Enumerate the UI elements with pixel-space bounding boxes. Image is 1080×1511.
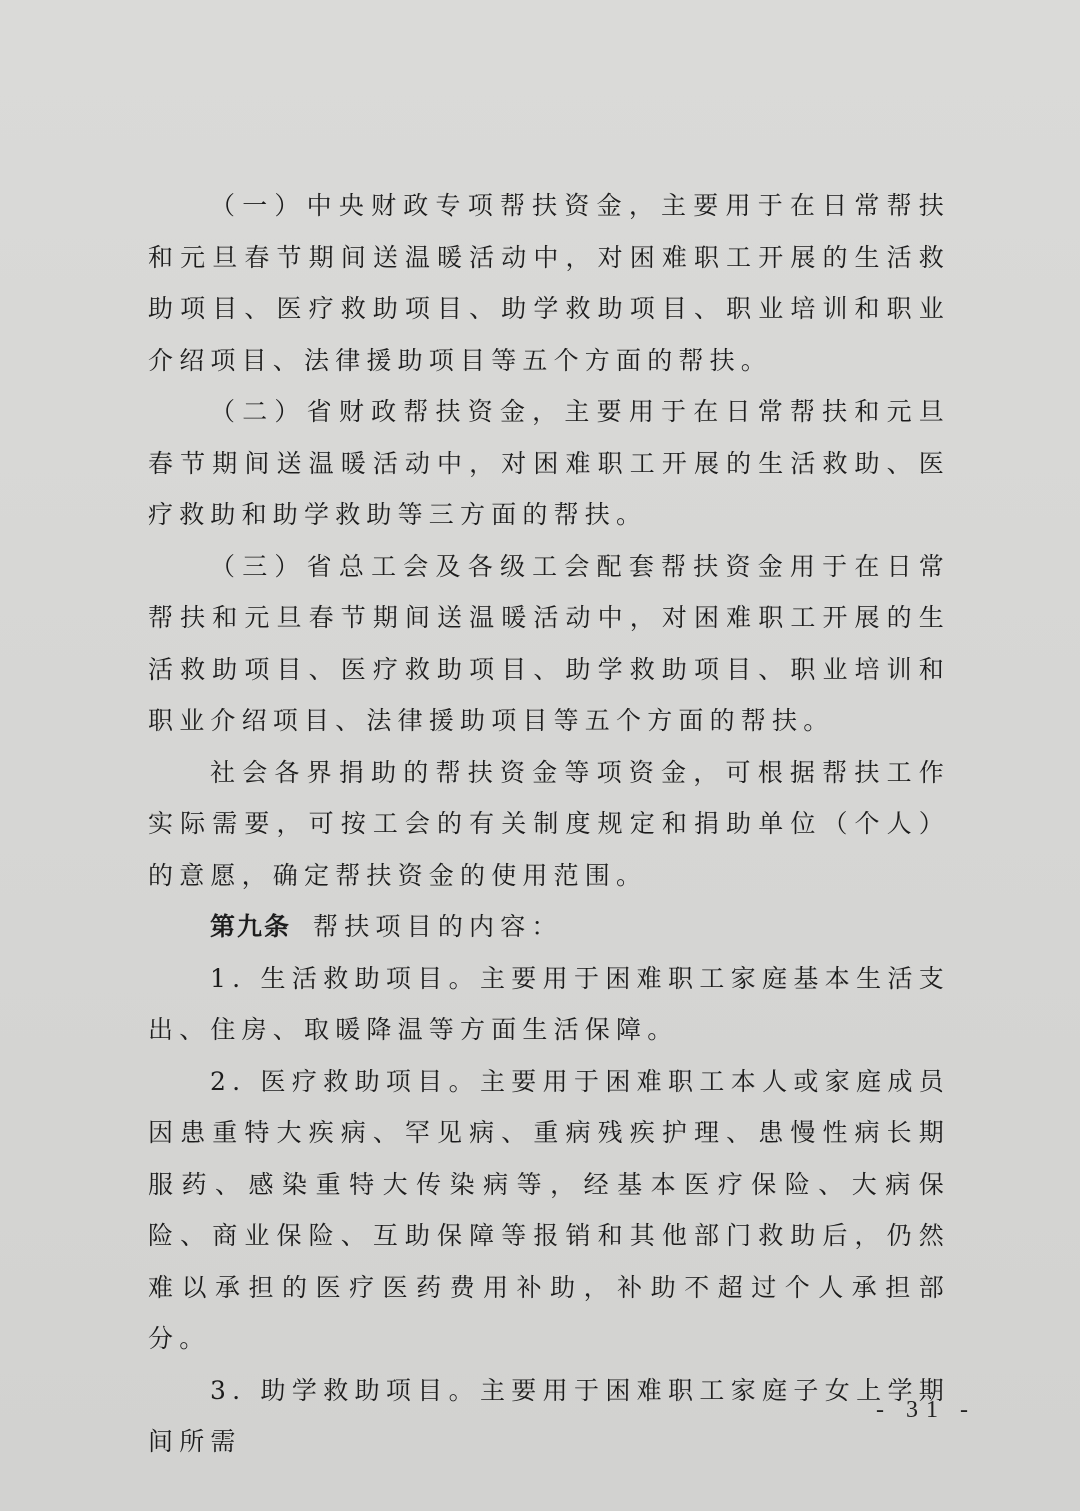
item-medical-assistance: 2. 医疗救助项目。主要用于困难职工本人或家庭成员因患重特大疾病、罕见病、重病残疾护理、患慢性病长期服药、感染重特大传染病等，经基本医疗保险、大病保险、商业保险、互助保障等报销和其他部门救助后，仍然难以承担的医疗医药费用补助，补助不超过个人承担部分。	[148, 1066, 950, 1353]
page-number: - 31 -	[876, 1397, 976, 1423]
paragraph-union-fund: （三）省总工会及各级工会配套帮扶资金用于在日常帮扶和元旦春节期间送温暖活动中，对困难职工开展的生活救助项目、医疗救助项目、助学救助项目、职业培训和职业介绍项目、法律援助项目等五个方面的帮扶。	[148, 551, 950, 735]
article-text: 帮扶项目的内容：	[313, 912, 563, 941]
article-nine	[148, 901, 950, 953]
paragraph-donation-fund: 社会各界捐助的帮扶资金等项资金，可根据帮扶工作实际需要，可按工会的有关制度规定和捐助单位（个人）的意愿，确定帮扶资金的使用范围。	[148, 757, 950, 890]
item-education-assistance: 3. 助学救助项目。主要用于困难职工家庭子女上学期间所需	[148, 1375, 950, 1456]
item-living-assistance: 1. 生活救助项目。主要用于困难职工家庭基本生活支出、住房、取暖降温等方面生活保障。	[148, 963, 950, 1044]
paragraph-provincial-fund: （二）省财政帮扶资金，主要用于在日常帮扶和元旦春节期间送温暖活动中，对困难职工开展的生活救助、医疗救助和助学救助等三方面的帮扶。	[148, 397, 950, 529]
document-body	[148, 180, 950, 1468]
article-heading: 第九条	[210, 912, 292, 941]
paragraph-central-fund: （一）中央财政专项帮扶资金，主要用于在日常帮扶和元旦春节期间送温暖活动中，对困难职工开展的生活救助项目、医疗救助项目、助学救助项目、职业培训和职业介绍项目、法律援助项目等五个方面的帮扶。	[148, 191, 950, 375]
